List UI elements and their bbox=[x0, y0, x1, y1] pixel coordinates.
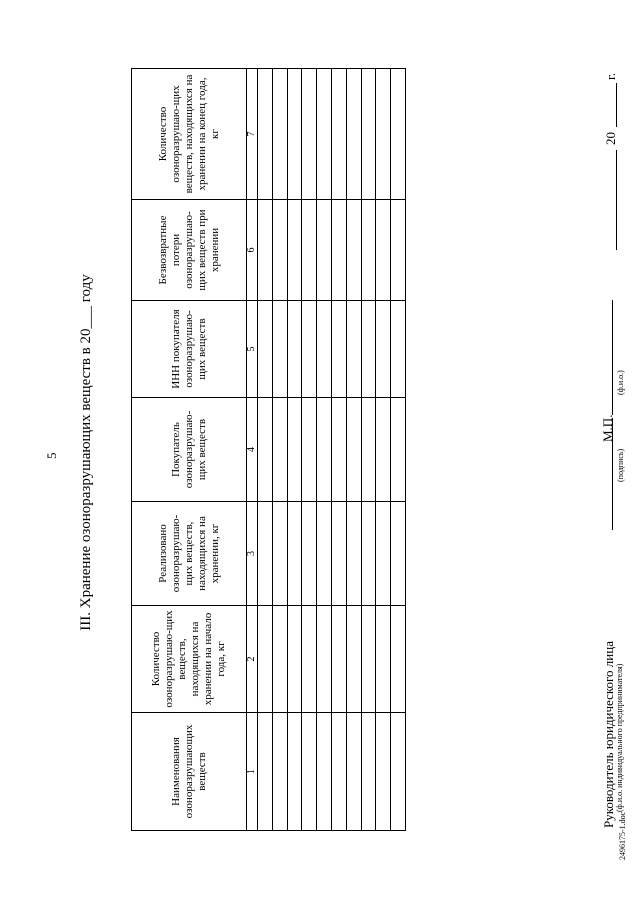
table-cell[interactable] bbox=[302, 502, 317, 606]
header-storage-losses: Безвозвратные потери озоноразрушаю-щих веществ при хранении bbox=[132, 200, 247, 301]
table-cell[interactable] bbox=[361, 606, 376, 713]
column-number: 5 bbox=[247, 301, 258, 398]
table-cell[interactable] bbox=[317, 606, 332, 713]
table-cell[interactable] bbox=[317, 69, 332, 200]
signature-label: (подпись) bbox=[616, 448, 625, 482]
table-cell[interactable] bbox=[287, 200, 302, 301]
header-buyer: Покупатель озоноразрушаю-щих веществ bbox=[132, 398, 247, 502]
table-cell[interactable] bbox=[287, 606, 302, 713]
header-buyer-inn: ИНН покупателя озоноразрушаю-щих веществ bbox=[132, 301, 247, 398]
table-cell[interactable] bbox=[346, 502, 361, 606]
stamp-label: М.П. bbox=[600, 414, 615, 442]
table-cell[interactable] bbox=[302, 69, 317, 200]
table-cell[interactable] bbox=[302, 200, 317, 301]
fio-label: (ф.и.о.) bbox=[616, 370, 625, 395]
table-cell[interactable] bbox=[287, 713, 302, 831]
table-cell[interactable] bbox=[287, 398, 302, 502]
table-cell[interactable] bbox=[317, 398, 332, 502]
table-cell[interactable] bbox=[331, 301, 346, 398]
table-cell[interactable] bbox=[346, 69, 361, 200]
column-number: 4 bbox=[247, 398, 258, 502]
table-cell[interactable] bbox=[317, 301, 332, 398]
header-start-quantity: Количество озоноразрушаю-щих веществ, находящихся на хранении на начало года, кг bbox=[132, 606, 247, 713]
column-number: 3 bbox=[247, 502, 258, 606]
table-cell[interactable] bbox=[331, 398, 346, 502]
table-cell[interactable] bbox=[258, 713, 273, 831]
table-row bbox=[272, 69, 287, 831]
table-cell[interactable] bbox=[272, 69, 287, 200]
table-cell[interactable] bbox=[317, 502, 332, 606]
table-cell[interactable] bbox=[376, 606, 391, 713]
header-end-quantity: Количество озоноразрушаю-щих веществ, находящихся на хранении на конец года, кг bbox=[132, 69, 247, 200]
column-number: 7 bbox=[247, 69, 258, 200]
page-number: 5 bbox=[44, 452, 59, 459]
table-cell[interactable] bbox=[287, 502, 302, 606]
table-cell[interactable] bbox=[331, 200, 346, 301]
column-number: 1 bbox=[247, 713, 258, 831]
table-cell[interactable] bbox=[258, 301, 273, 398]
manager-label: Руководитель юридического лица bbox=[601, 641, 616, 828]
table-cell[interactable] bbox=[361, 502, 376, 606]
year-line[interactable] bbox=[616, 83, 617, 127]
table-cell[interactable] bbox=[391, 398, 406, 502]
table-cell[interactable] bbox=[302, 606, 317, 713]
table-row bbox=[258, 69, 273, 831]
table-cell[interactable] bbox=[376, 713, 391, 831]
storage-table bbox=[131, 68, 406, 831]
document-reference: 2496175-1.doc bbox=[618, 811, 627, 860]
table-cell[interactable] bbox=[317, 200, 332, 301]
table-cell[interactable] bbox=[258, 398, 273, 502]
table-cell[interactable] bbox=[346, 301, 361, 398]
table-cell[interactable] bbox=[346, 606, 361, 713]
fio-line[interactable] bbox=[612, 300, 613, 415]
table-cell[interactable] bbox=[287, 69, 302, 200]
table-cell[interactable] bbox=[346, 398, 361, 502]
table-cell[interactable] bbox=[317, 713, 332, 831]
table-cell[interactable] bbox=[272, 502, 287, 606]
column-number: 2 bbox=[247, 606, 258, 713]
table-cell[interactable] bbox=[331, 606, 346, 713]
date-line[interactable] bbox=[616, 150, 617, 250]
date-year-prefix: 20 bbox=[603, 132, 618, 145]
header-sold-quantity: Реализовано озоноразрушаю-щих веществ, находящихся на хранении, кг bbox=[132, 502, 247, 606]
table-cell[interactable] bbox=[376, 69, 391, 200]
table-cell[interactable] bbox=[331, 69, 346, 200]
table-cell[interactable] bbox=[391, 713, 406, 831]
table-row bbox=[376, 69, 391, 831]
table-cell[interactable] bbox=[391, 502, 406, 606]
table-cell[interactable] bbox=[258, 606, 273, 713]
table-cell[interactable] bbox=[391, 301, 406, 398]
table-cell[interactable] bbox=[272, 301, 287, 398]
date-year-suffix: г. bbox=[603, 72, 618, 80]
table-cell[interactable] bbox=[391, 69, 406, 200]
table-cell[interactable] bbox=[361, 398, 376, 502]
table-cell[interactable] bbox=[376, 301, 391, 398]
table-cell[interactable] bbox=[272, 398, 287, 502]
table-cell[interactable] bbox=[361, 713, 376, 831]
table-cell[interactable] bbox=[376, 502, 391, 606]
table-cell[interactable] bbox=[302, 301, 317, 398]
table-cell[interactable] bbox=[272, 200, 287, 301]
table-cell[interactable] bbox=[302, 713, 317, 831]
column-number: 6 bbox=[247, 200, 258, 301]
table-cell[interactable] bbox=[258, 502, 273, 606]
table-row bbox=[331, 69, 346, 831]
table-cell[interactable] bbox=[302, 398, 317, 502]
table-cell[interactable] bbox=[376, 200, 391, 301]
manager-sublabel: (ф.и.о. индивидуального предпринимателя) bbox=[615, 663, 624, 812]
table-cell[interactable] bbox=[346, 713, 361, 831]
table-header-row bbox=[132, 69, 247, 831]
column-number-row bbox=[247, 69, 258, 831]
table-cell[interactable] bbox=[361, 69, 376, 200]
table-row bbox=[317, 69, 332, 831]
section-title: III. Хранение озоноразрушающих веществ в 20___ году bbox=[78, 274, 94, 631]
table-cell[interactable] bbox=[272, 713, 287, 831]
table-cell[interactable] bbox=[361, 301, 376, 398]
table-cell[interactable] bbox=[376, 398, 391, 502]
table-row bbox=[302, 69, 317, 831]
table-row bbox=[361, 69, 376, 831]
table-cell[interactable] bbox=[258, 69, 273, 200]
table-cell[interactable] bbox=[258, 200, 273, 301]
table-cell[interactable] bbox=[346, 200, 361, 301]
table-cell[interactable] bbox=[391, 606, 406, 713]
table-cell[interactable] bbox=[331, 713, 346, 831]
table-cell[interactable] bbox=[272, 606, 287, 713]
table-cell[interactable] bbox=[287, 301, 302, 398]
table-row bbox=[346, 69, 361, 831]
table-cell[interactable] bbox=[391, 200, 406, 301]
table-cell[interactable] bbox=[361, 200, 376, 301]
header-substance-name: Наименования озоноразрушающих веществ bbox=[132, 713, 247, 831]
table-cell[interactable] bbox=[331, 502, 346, 606]
table-row bbox=[287, 69, 302, 831]
table-row bbox=[391, 69, 406, 831]
